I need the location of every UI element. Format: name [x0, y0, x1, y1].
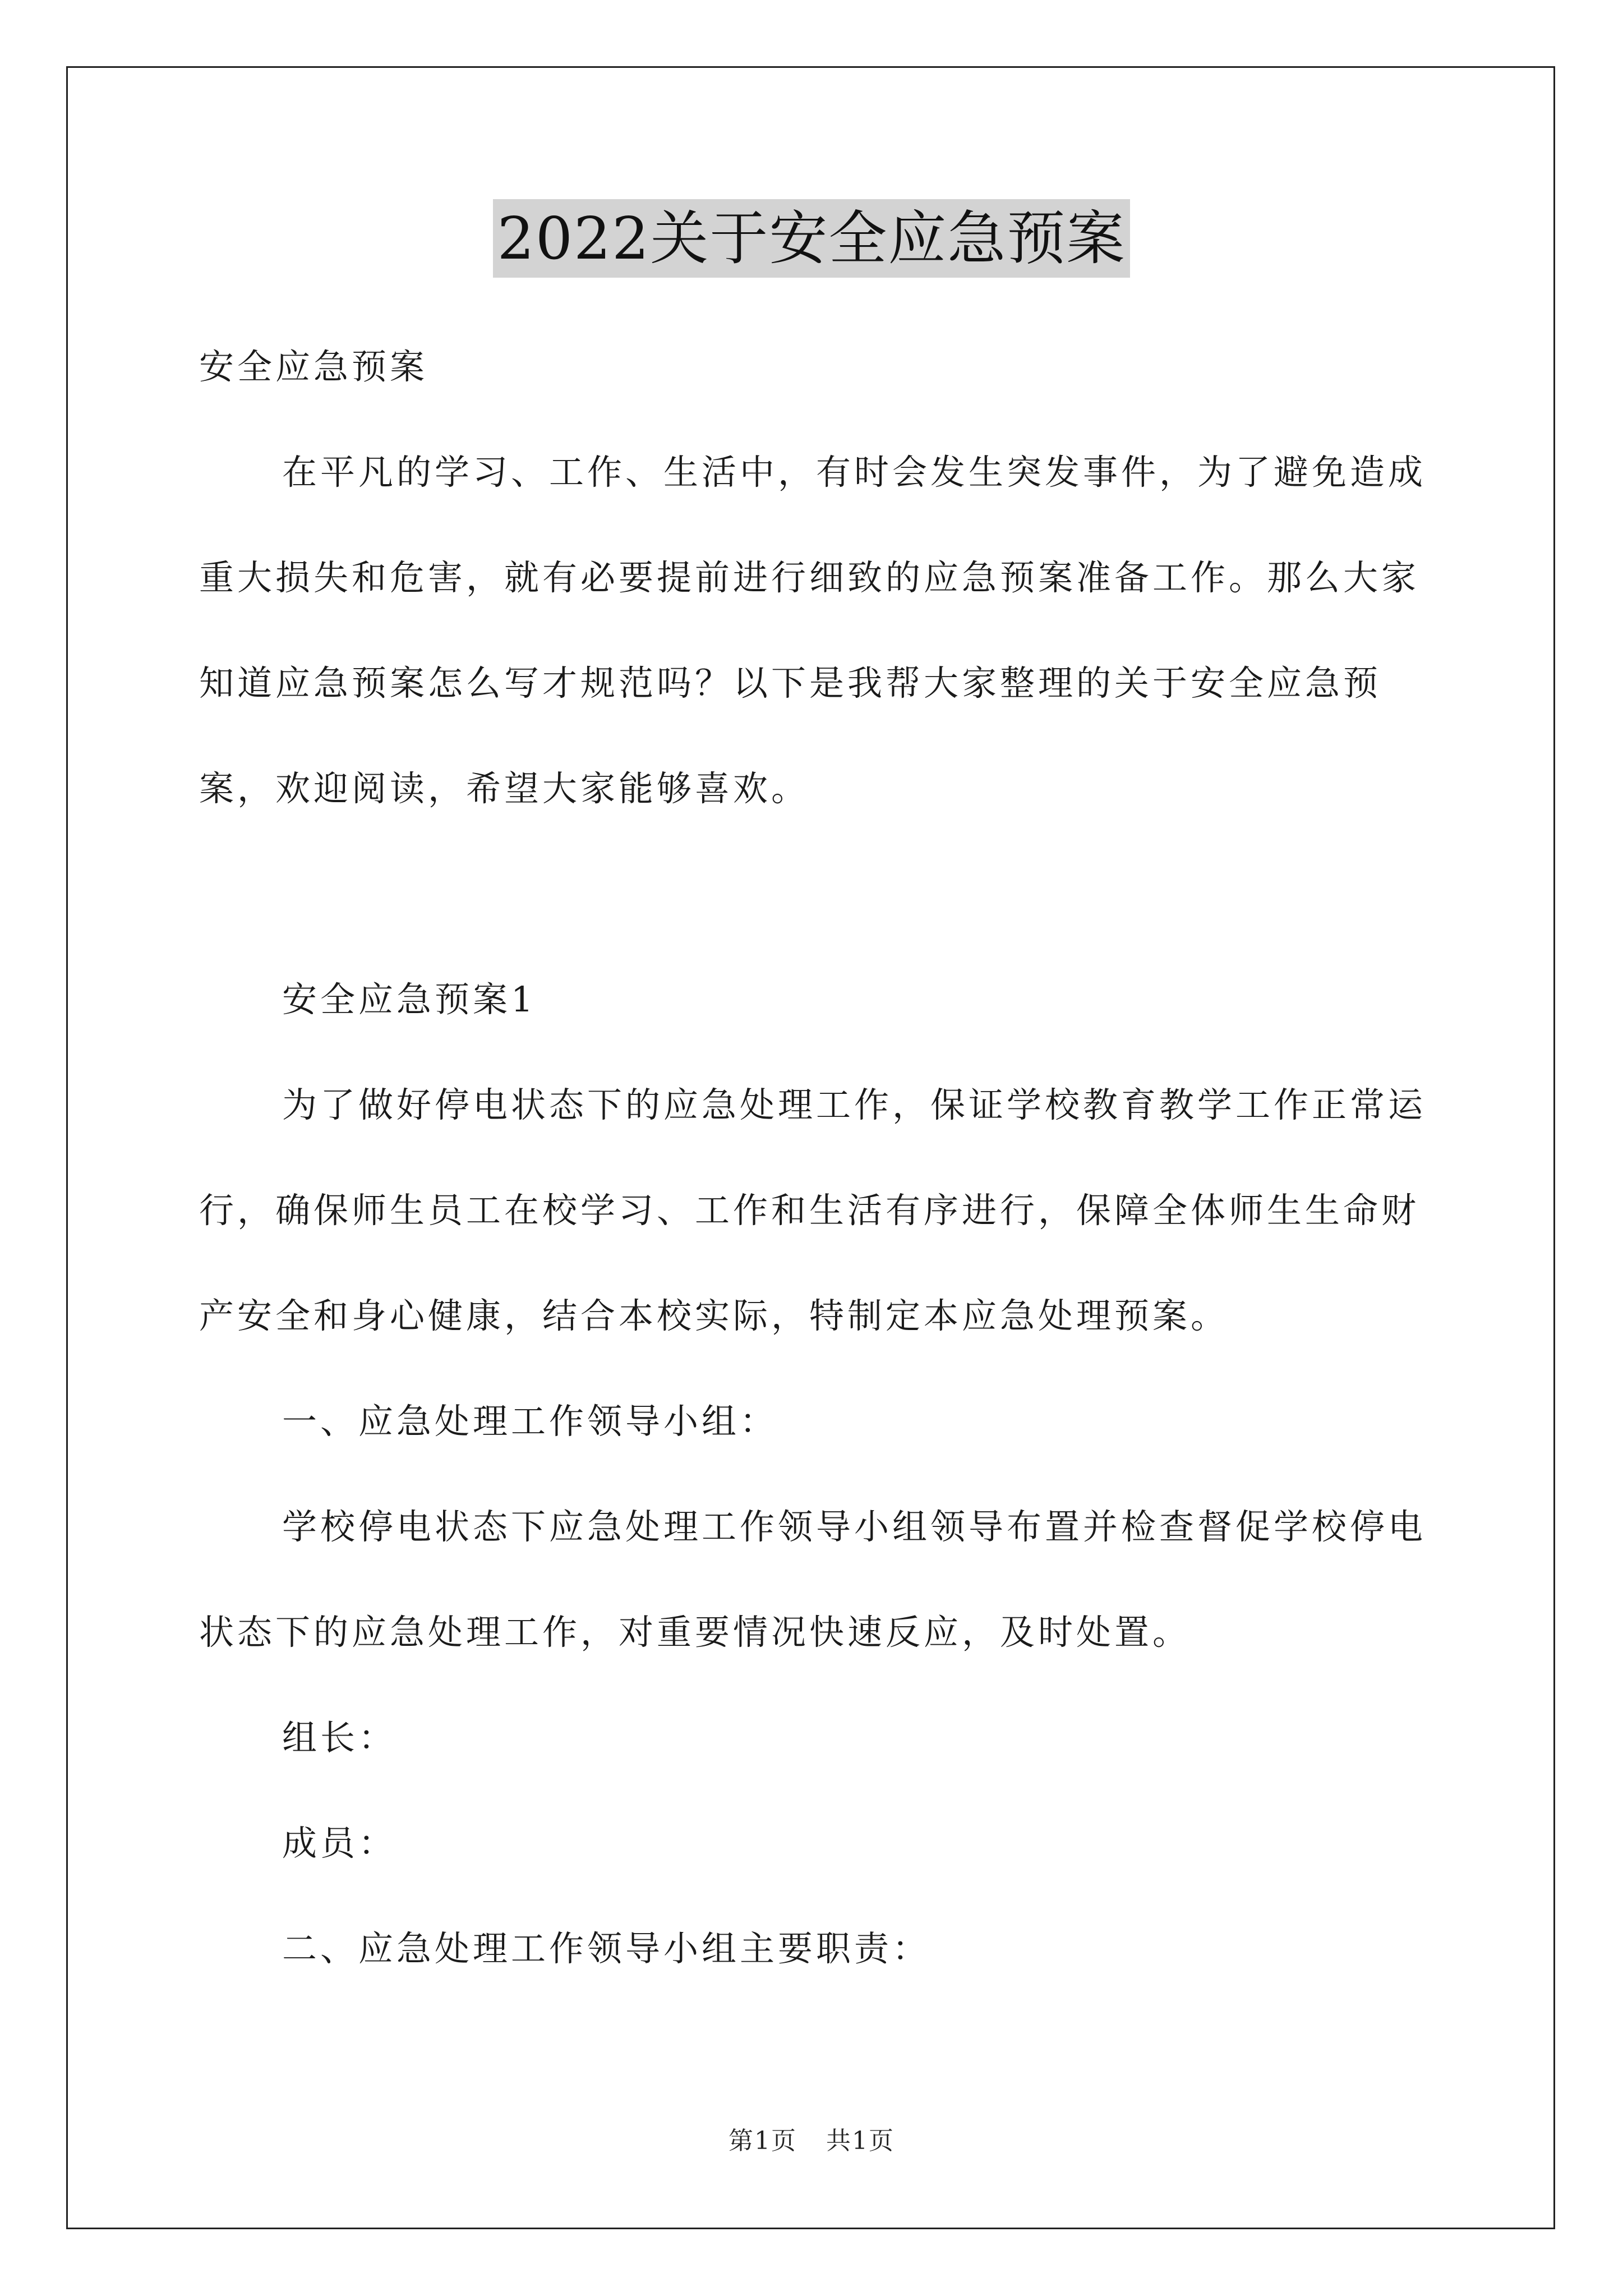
- title-container: [0, 199, 1623, 278]
- section-paragraph: 为了做好停电状态下的应急处理工作，保证学校教育教学工作正常运行，确保师生员工在校学习、工作和生活有序进行，保障全体师生生命财产安全和身心健康，结合本校实际，特制定本应急处理预案。: [199, 1084, 1427, 1336]
- item-1-paragraph: 学校停电状态下应急处理工作领导小组领导布置并检查督促学校停电状态下的应急处理工作，对重要情况快速反应，及时处置。: [199, 1506, 1427, 1653]
- blank-line: [199, 841, 1427, 947]
- section-heading: 安全应急预案1: [282, 979, 537, 1020]
- item-1-heading: 一、应急处理工作领导小组：: [282, 1401, 778, 1442]
- page-number: 第1页: [728, 2127, 797, 2155]
- page-total: 共1页: [826, 2127, 895, 2155]
- document-body: [199, 314, 1427, 2001]
- intro-heading: 安全应急预案: [199, 346, 428, 387]
- intro-paragraph: 在平凡的学习、工作、生活中，有时会发生突发事件，为了避免造成重大损失和危害，就有必要提前进行细致的应急预案准备工作。那么大家知道应急预案怎么写才规范吗？以下是我帮大家整理的关于安全应急预案，欢迎阅读，希望大家能够喜欢。: [199, 452, 1427, 809]
- item-2-heading: 二、应急处理工作领导小组主要职责：: [282, 1928, 931, 1969]
- members-label: 成员：: [282, 1823, 397, 1864]
- page-footer: [0, 2120, 1623, 2156]
- leader-label: 组长：: [282, 1717, 397, 1758]
- document-title: 2022关于安全应急预案: [493, 199, 1131, 278]
